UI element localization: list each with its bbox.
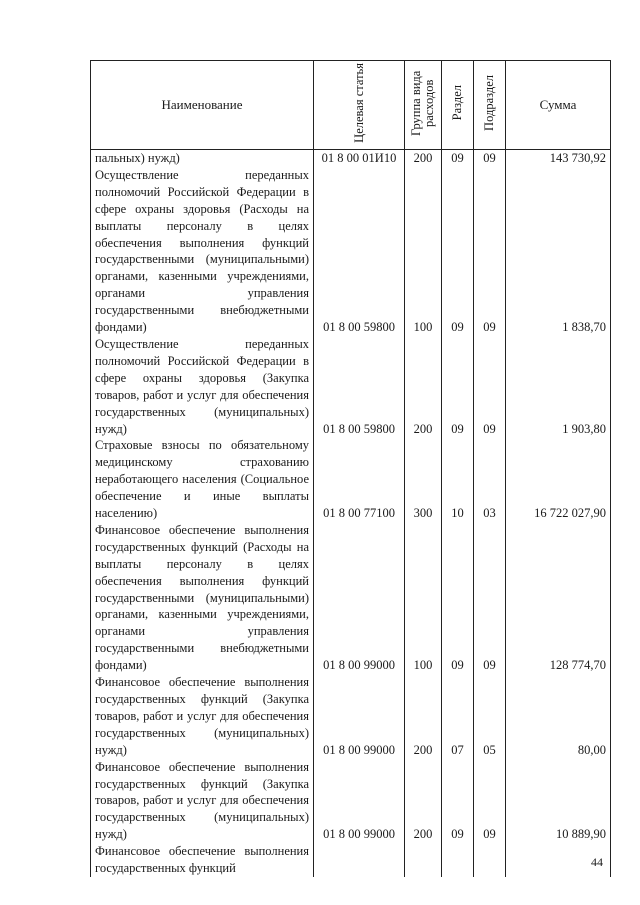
row-sum: 143 730,92 [506, 150, 611, 167]
row-subsection [474, 843, 506, 877]
header-name: Наименование [91, 61, 314, 150]
row-sum: 1 903,80 [506, 336, 611, 437]
row-name: Финансовое обеспечение выполнения государственных функций [91, 843, 314, 877]
header-target-article [314, 61, 405, 150]
row-target-article: 01 8 00 99000 [314, 674, 405, 759]
row-target-article: 01 8 00 77100 [314, 437, 405, 522]
row-expense-group: 100 [405, 522, 442, 674]
table-row [91, 336, 611, 437]
header-expense-group-label: Группа вида расходов [409, 70, 436, 136]
row-section: 09 [442, 336, 474, 437]
row-expense-group [405, 843, 442, 877]
row-sum: 128 774,70 [506, 522, 611, 674]
row-section [442, 843, 474, 877]
row-section: 07 [442, 674, 474, 759]
row-section: 09 [442, 167, 474, 336]
row-name: Осуществление переданных полномочий Российской Федерации в сфере охраны здоровья (Закупка товаров, работ и услуг для обеспечения государственных (муниципальных) нужд) [91, 336, 314, 437]
row-target-article: 01 8 00 99000 [314, 759, 405, 844]
row-expense-group: 200 [405, 336, 442, 437]
table-row [91, 759, 611, 844]
row-name: Финансовое обеспечение выполнения государственных функций (Закупка товаров, работ и услуг для обеспечения государственных (муниципальных) нужд) [91, 674, 314, 759]
row-target-article: 01 8 00 59800 [314, 167, 405, 336]
row-subsection: 05 [474, 674, 506, 759]
table-row [91, 843, 611, 877]
row-subsection: 09 [474, 150, 506, 167]
row-section: 09 [442, 759, 474, 844]
row-target-article: 01 8 00 01И10 [314, 150, 405, 167]
row-section: 09 [442, 522, 474, 674]
row-subsection: 09 [474, 336, 506, 437]
row-sum: 1 838,70 [506, 167, 611, 336]
table-row [91, 522, 611, 674]
table-body [91, 150, 611, 877]
row-name: Осуществление переданных полномочий Российской Федерации в сфере охраны здоровья (Расходы на выплаты персоналу в целях обеспечения выполнения функций государственными (муниципальными) органами, казенными учреждениями, органами управления государственными внебюджетными фондами) [91, 167, 314, 336]
row-subsection: 09 [474, 759, 506, 844]
row-subsection: 09 [474, 167, 506, 336]
header-subsection [474, 61, 506, 150]
table-row [91, 167, 611, 336]
row-subsection: 03 [474, 437, 506, 522]
row-target-article: 01 8 00 59800 [314, 336, 405, 437]
budget-table [90, 60, 611, 877]
row-section: 10 [442, 437, 474, 522]
row-expense-group: 200 [405, 674, 442, 759]
row-sum: 10 889,90 [506, 759, 611, 844]
row-section: 09 [442, 150, 474, 167]
table-header-row [91, 61, 611, 150]
header-sum: Сумма [506, 61, 611, 150]
row-subsection: 09 [474, 522, 506, 674]
header-section [442, 61, 474, 150]
row-expense-group: 200 [405, 759, 442, 844]
row-sum: 80,00 [506, 674, 611, 759]
row-target-article: 01 8 00 99000 [314, 522, 405, 674]
row-name: пальных) нужд) [91, 150, 314, 167]
row-sum: 16 722 027,90 [506, 437, 611, 522]
header-target-article-label: Целевая статья [351, 63, 366, 143]
table-row [91, 150, 611, 167]
header-subsection-label: Подраздел [482, 75, 496, 131]
row-name: Финансовое обеспечение выполнения государственных функций (Закупка товаров, работ и услуг для обеспечения государственных (муниципальных) нужд) [91, 759, 314, 844]
row-expense-group: 200 [405, 150, 442, 167]
header-section-label: Раздел [450, 85, 464, 121]
header-expense-group [405, 61, 442, 150]
row-name: Финансовое обеспечение выполнения государственных функций (Расходы на выплаты персоналу в целях обеспечения выполнения функций государственными (муниципальными) органами, казенными учреждениями, органами управления государственными внебюджетными фондами) [91, 522, 314, 674]
table-row [91, 674, 611, 759]
page-number: 44 [591, 855, 603, 869]
row-target-article [314, 843, 405, 877]
table-row [91, 437, 611, 522]
row-name: Страховые взносы по обязательному медицинскому страхованию неработающего населения (Социальное обеспечение и иные выплаты населению) [91, 437, 314, 522]
row-expense-group: 300 [405, 437, 442, 522]
row-expense-group: 100 [405, 167, 442, 336]
